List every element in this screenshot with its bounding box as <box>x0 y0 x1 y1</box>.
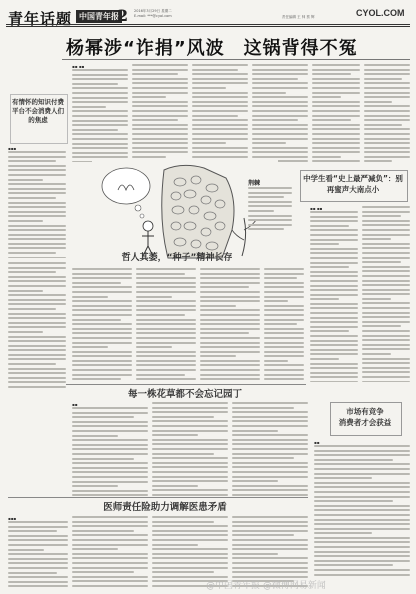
left-column-text <box>8 146 66 258</box>
article-col-5 <box>312 64 360 162</box>
right-col-2 <box>362 206 410 382</box>
cartoon-caption-text <box>248 187 292 237</box>
bottom-col-2 <box>72 516 148 588</box>
bottom-col-1: ▪▪▪ <box>8 516 68 588</box>
section-title: 青年话题 <box>8 10 73 28</box>
masthead-rule <box>6 24 410 25</box>
masthead-rule-thin <box>6 26 410 27</box>
byline: ▪▪▪ <box>8 146 17 151</box>
article-col-6 <box>364 64 410 162</box>
band-col-2 <box>152 402 228 498</box>
mid-col-1 <box>72 268 132 380</box>
headline-rule <box>62 59 410 60</box>
article-col-3 <box>192 64 248 162</box>
band-col-1: ▪▪ <box>72 402 148 498</box>
band-col-3 <box>232 402 308 498</box>
right-feature-heading: 中学生看“史上最严减负”：别再蜜声大南点小 <box>303 174 403 194</box>
main-headline: 杨幂涉“诈捐”风波 这锅背得不冤 <box>66 38 358 59</box>
right-lower-heading: 市场有竞争 消费者才会获益 <box>338 407 392 427</box>
center-heading: 哲人其萎，“种子”精神长存 <box>121 253 233 263</box>
bottom-band-heading: 医师责任险助力调解医患矛盾 <box>103 502 227 513</box>
watermark: @中国青年报 @微博网易新闻 <box>206 581 326 591</box>
right-col-1: ▪▪ ▪▪ <box>310 206 358 382</box>
mid-col-2 <box>136 268 196 380</box>
mid-col-4 <box>264 268 304 380</box>
right-lower-text: ▪▪ <box>314 440 410 576</box>
email-line: E-mail: ***@cyol.com <box>134 14 172 18</box>
article-col-2 <box>132 64 188 162</box>
site-name: CYOL.COM <box>356 8 405 18</box>
article-col-4 <box>252 64 308 162</box>
left-column-text-2 <box>8 262 66 388</box>
left-heading-frame <box>10 94 68 144</box>
bottom-rule <box>8 497 308 498</box>
article-col-1: ▪▪ ▪▪ <box>72 64 128 162</box>
mid-col-3 <box>200 268 260 380</box>
cartoon-title: 荆棘 <box>248 180 261 187</box>
date-line: 2016年3月29日 星期二 <box>134 9 172 13</box>
page-number: 2 <box>117 6 129 25</box>
left-side-heading: 有情怀的知识付费平台不会消费人们的焦虑 <box>12 98 64 124</box>
middle-band-heading: 每一株花草都不会忘记园丁 <box>127 389 242 400</box>
band-rule-top <box>66 384 306 385</box>
editor-line: 责任编辑 王 帅 蔡 辉 <box>282 15 315 19</box>
newspaper-logo: 中国青年报 <box>76 10 122 23</box>
